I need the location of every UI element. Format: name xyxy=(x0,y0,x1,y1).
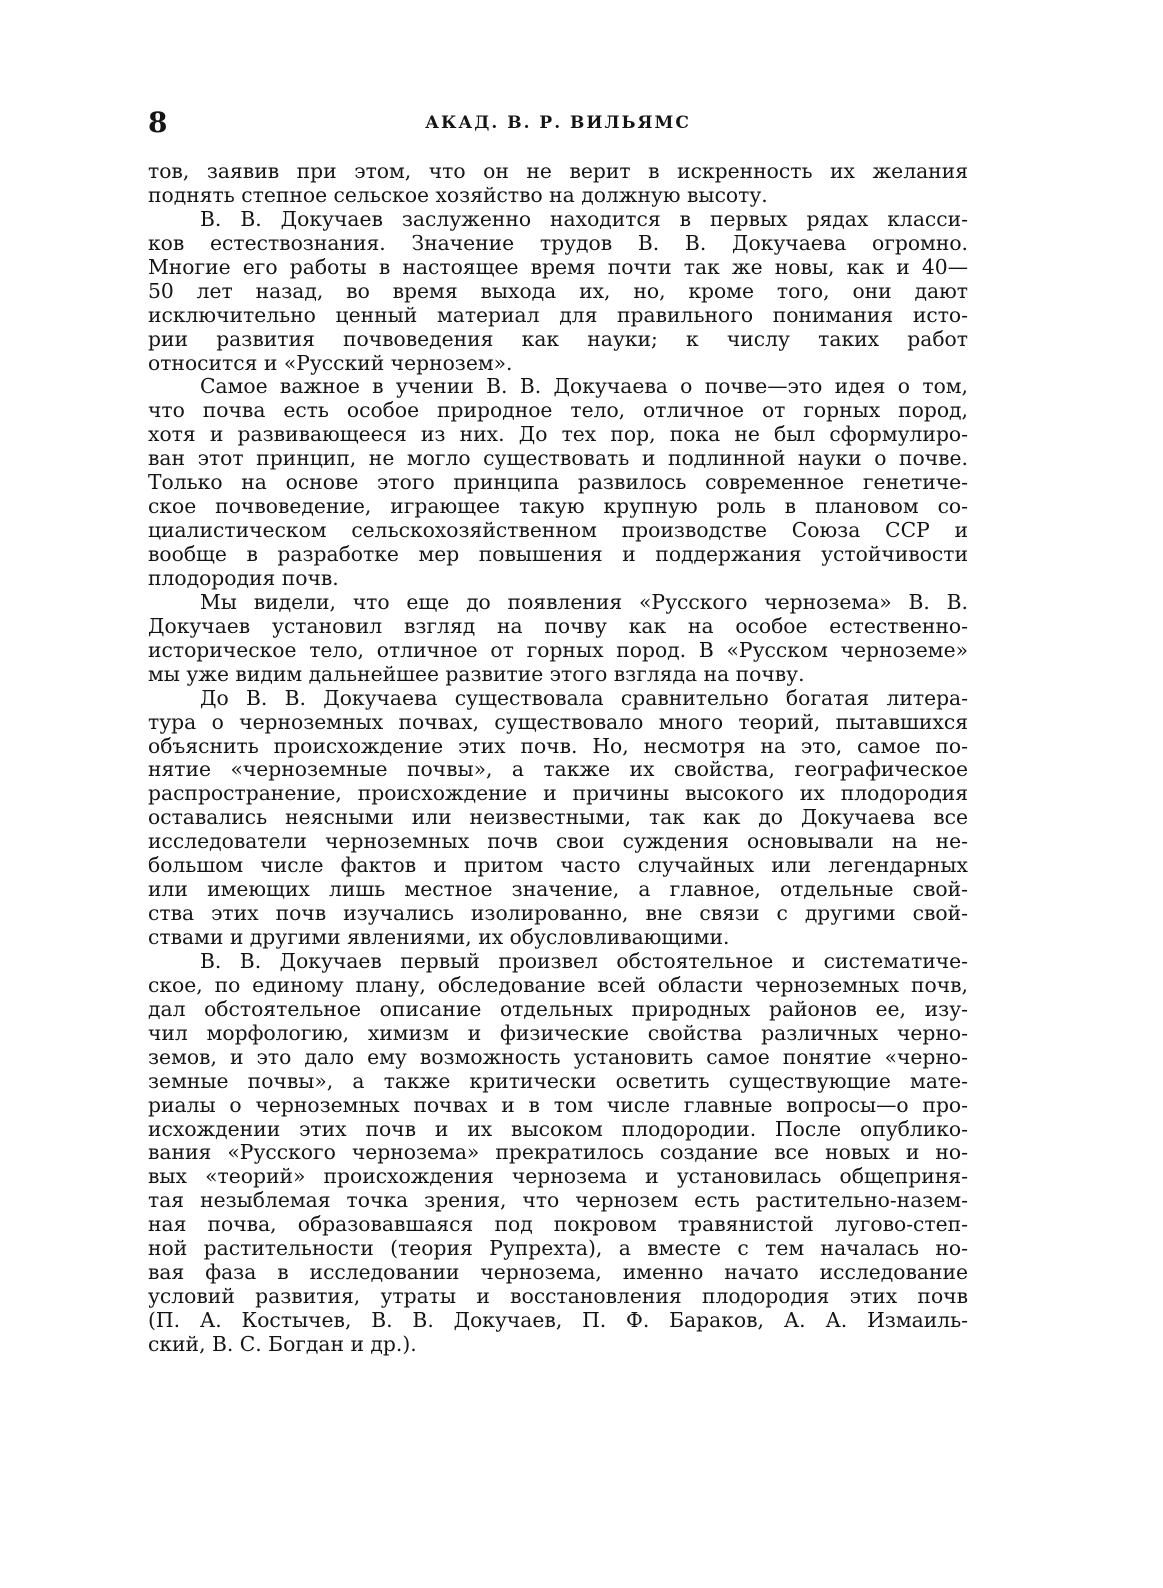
text-line: земов, и это дало ему возможность установить самое понятие «черно- xyxy=(148,1044,968,1069)
text-line: циалистическом сельскохозяйственном производстве Союза ССР и xyxy=(148,518,968,543)
text-line: ства этих почв изучались изолированно, вне связи с другими свой- xyxy=(148,901,968,926)
text-line: или имеющих лишь местное значение, а главное, отдельные свой- xyxy=(148,877,968,902)
paragraph xyxy=(148,687,968,950)
text-line: ский, В. С. Богдан и др.). xyxy=(148,1331,417,1356)
text-line: В. В. Докучаев первый произвел обстоятельное и систематиче- xyxy=(200,948,968,973)
text-line: большом числе фактов и притом часто случайных или легендарных xyxy=(148,853,968,878)
running-head: АКАД. В. Р. ВИЛЬЯМС xyxy=(425,113,691,133)
text-line: вообще в разработке мер повышения и поддержания устойчивости xyxy=(148,542,968,566)
text-line: исключительно ценный материал для правильного понимания исто- xyxy=(148,302,968,327)
text-line: ная почва, образовавшаяся под покровом травянистой лугово-степ- xyxy=(148,1212,968,1237)
text-line: историческое тело, отличное от горных пород. В «Русском черноземе» xyxy=(148,637,968,662)
text-line: оставались неясными или неизвестными, так как до Докучаева все xyxy=(148,805,968,830)
text-line: рии развития почвоведения как науки; к числу таких работ xyxy=(148,326,968,351)
text-line: ское, по единому плану, обследование всей области черноземных почв, xyxy=(148,972,968,997)
text-line: ское почвоведение, играющее такую крупную роль в плановом со- xyxy=(148,494,968,519)
text-line: относится и «Русский чернозем». xyxy=(148,350,513,375)
text-line: ван этот принцип, не могло существовать и подлинной науки о почве. xyxy=(148,446,968,471)
text-line: ной растительности (теория Рупрехта), а вместе с тем началась но- xyxy=(148,1236,968,1261)
text-line: что почва есть особое природное тело, отличное от горных пород, xyxy=(148,398,968,423)
text-line: мы уже видим дальнейшее развитие этого взгляда на почву. xyxy=(148,661,805,686)
paragraph xyxy=(148,208,968,376)
text-line: ствами и другими явлениями, их обусловливающими. xyxy=(148,925,730,949)
text-line: Многие его работы в настоящее время почти так же новы, как и 40— xyxy=(148,254,968,279)
text-line: нятие «черноземные почвы», а также их свойства, географическое xyxy=(148,757,968,782)
text-line: распространение, происхождение и причины высокого их плодородия xyxy=(148,781,968,806)
text-line: Мы видели, что еще до появления «Русского чернозема» В. В. xyxy=(200,589,968,614)
text-line: тов, заявив при этом, что он не верит в искренность их желания xyxy=(148,159,968,183)
text-line: плодородия почв. xyxy=(148,565,339,590)
text-line: вых «теорий» происхождения чернозема и установилась общеприня- xyxy=(148,1164,968,1189)
text-line: Самое важное в учении В. В. Докучаева о почве—это идея о том, xyxy=(200,374,968,399)
text-line: дал обстоятельное описание отдельных природных районов ее, изу- xyxy=(148,996,968,1021)
text-line: вания «Русского чернозема» прекратилось создание все новых и но- xyxy=(148,1140,968,1165)
text-line: 50 лет назад, во время выхода их, но, кроме того, они дают xyxy=(148,278,968,303)
body-text xyxy=(148,160,968,1480)
text-line: чил морфологию, химизм и физические свойства различных черно- xyxy=(148,1020,968,1045)
page-header xyxy=(148,108,968,138)
text-line: исхождении этих почв и их высоком плодородии. После опублико- xyxy=(148,1116,968,1141)
paragraph xyxy=(148,375,968,590)
text-line: хотя и развивающееся из них. До тех пор, пока не был сформулиро- xyxy=(148,422,968,447)
text-line: ков естествознания. Значение трудов В. В. Докучаева огромно. xyxy=(148,230,968,255)
paragraph xyxy=(148,950,968,1357)
text-line: тура о черноземных почвах, существовало много теорий, пытавшихся xyxy=(148,709,968,734)
text-line: поднять степное сельское хозяйство на должную высоту. xyxy=(148,182,768,207)
paragraph xyxy=(148,591,968,687)
text-line: условий развития, утраты и восстановления плодородия этих почв xyxy=(148,1284,968,1309)
text-line: Докучаев установил взгляд на почву как на особое естественно- xyxy=(148,613,968,638)
text-line: (П. А. Костычев, В. В. Докучаев, П. Ф. Бараков, А. А. Измаиль- xyxy=(148,1308,968,1332)
text-line: В. В. Докучаев заслуженно находится в первых рядах класси- xyxy=(200,206,968,231)
text-line: земные почвы», а также критически осветить существующие мате- xyxy=(148,1068,968,1093)
text-line: объяснить происхождение этих почв. Но, несмотря на это, самое по- xyxy=(148,733,968,758)
text-line: вая фаза в исследовании чернозема, именно начато исследование xyxy=(148,1260,968,1285)
text-line: исследователи черноземных почв свои суждения основывали на не- xyxy=(148,829,968,854)
text-line: риалы о черноземных почвах и в том числе главные вопросы—о про- xyxy=(148,1092,968,1117)
paragraph xyxy=(148,160,968,208)
text-line: Только на основе этого принципа развилось современное генетиче- xyxy=(148,470,968,495)
text-line: тая незыблемая точка зрения, что чернозем есть растительно-назем- xyxy=(148,1188,968,1213)
page-number: 8 xyxy=(148,106,168,139)
text-line: До В. В. Докучаева существовала сравнительно богатая литера- xyxy=(200,685,968,710)
